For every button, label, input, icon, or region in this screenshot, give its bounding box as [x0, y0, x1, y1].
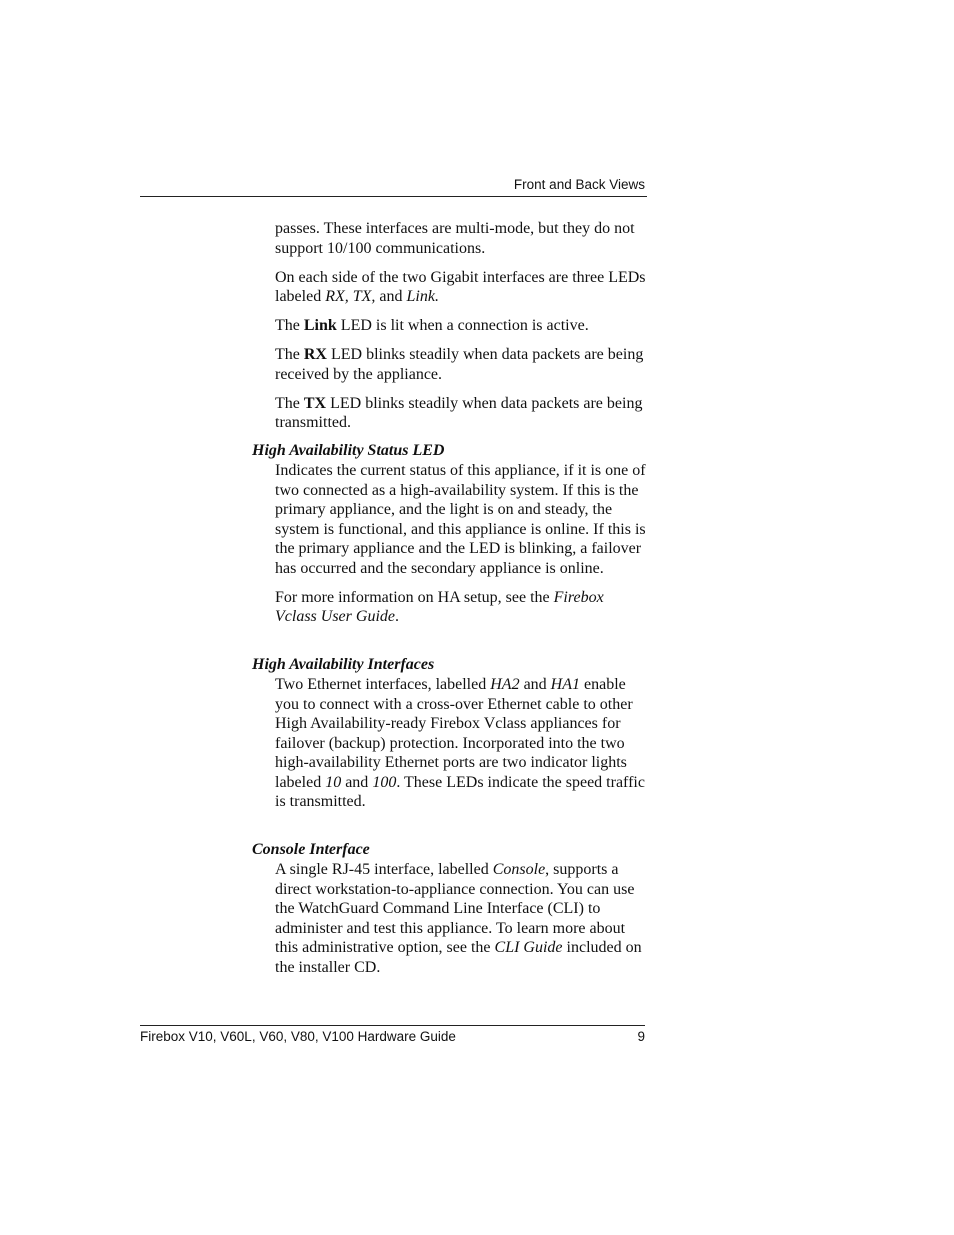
- text-run: and: [341, 773, 373, 791]
- text-run: A single RJ-45 interface, labelled: [275, 861, 493, 878]
- paragraph-ha-interfaces: [275, 675, 647, 812]
- console-term: Console: [492, 861, 546, 878]
- console-block: [275, 860, 647, 977]
- page-number: 9: [637, 1029, 645, 1044]
- ha1-term: HA1: [550, 676, 580, 693]
- paragraph-gigabit-modes: passes. These interfaces are multi-mode, but they do not support 10/100 communications.: [275, 220, 635, 257]
- section-heading-ha-interfaces: High Availability Interfaces: [252, 656, 435, 673]
- intro-block: [275, 219, 647, 433]
- text-run: The: [275, 317, 304, 334]
- user-guide-reference: Firebox Vclass User Guide: [275, 588, 604, 625]
- rx-led-term: RX: [303, 346, 327, 363]
- paragraph-link-led: [275, 316, 647, 336]
- text-run: LED is lit when a connection is active.: [336, 317, 589, 334]
- text-run: Two Ethernet interfaces, labelled: [275, 676, 491, 693]
- running-header: Front and Back Views: [513, 177, 645, 192]
- paragraph-tx-led: [275, 394, 647, 433]
- speed-100-term: 100: [372, 773, 397, 791]
- text-run: enable you to connect with a cross-over Ethernet cable to other High Availability-ready Firebox Vclass appliances for failover (backup) protection. Incorporated into the two high-availability Ethernet ports are two indicator lights labeled: [275, 676, 633, 791]
- paragraph-ha-status: Indicates the current status of this appliance, if it is one of two connected as a high-availability system. If this is the primary appliance, and the light is on and steady, the system is functional, and this appliance is online. If this is the primary appliance and the LED is blinking, a failover has occurred and the secondary appliance is online.: [275, 462, 646, 577]
- ha-status-block: [275, 461, 647, 627]
- speed-10-term: 10: [325, 773, 342, 791]
- ha2-term: HA2: [490, 676, 520, 693]
- footer-rule: [140, 1025, 645, 1026]
- text-run: On each side of the two Gigabit interfaces are three LEDs labeled: [275, 268, 646, 305]
- text-run: .: [394, 608, 399, 625]
- link-led-term: Link: [303, 317, 337, 334]
- text-run: , supports a direct workstation-to-appliance connection. You can use the WatchGuard Command Line Interface (CLI) to administer and test this appliance. To learn more about this administrative option, see the: [275, 861, 635, 956]
- paragraph-led-labels: [275, 268, 647, 307]
- text-run: . These LEDs indicate the speed traffic is transmitted.: [275, 773, 645, 810]
- text-run: The: [275, 346, 304, 363]
- text-run: LED blinks steadily when data packets are being transmitted.: [275, 394, 643, 431]
- section-heading-ha-status: High Availability Status LED: [252, 442, 445, 459]
- text-run: The: [275, 394, 304, 412]
- paragraph-console: [275, 860, 647, 977]
- section-heading-console: Console Interface: [252, 841, 370, 858]
- text-run: LED blinks steadily when data packets are being received by the appliance.: [275, 346, 644, 383]
- link-term: Link.: [406, 288, 439, 305]
- text-run: and: [375, 288, 407, 305]
- header-rule: [140, 196, 647, 197]
- cli-guide-reference: CLI Guide: [494, 939, 563, 956]
- text-run: For more information on HA setup, see the: [275, 588, 554, 606]
- paragraph-rx-led: [275, 345, 647, 384]
- tx-led-term: TX: [303, 394, 327, 412]
- ha-interfaces-block: [275, 675, 647, 812]
- text-run: included on the installer CD.: [275, 939, 642, 976]
- footer-title: Firebox V10, V60L, V60, V80, V100 Hardware Guide: [140, 1029, 456, 1044]
- paragraph-ha-setup: [275, 588, 647, 627]
- text-run: and: [519, 676, 551, 693]
- led-labels-term: RX, TX,: [325, 288, 376, 305]
